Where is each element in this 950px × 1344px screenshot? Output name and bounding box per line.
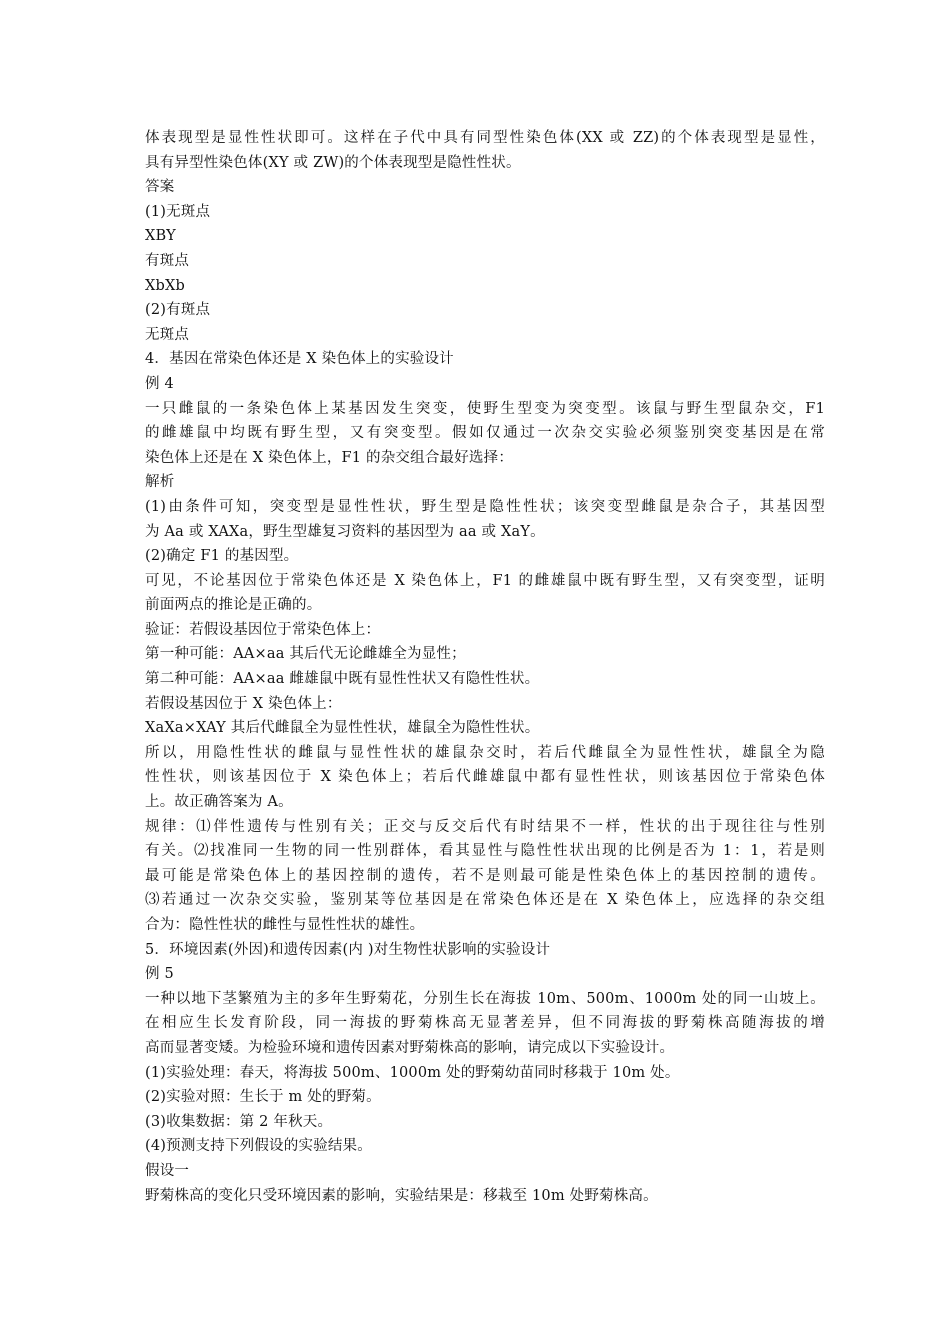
text-line: 有关。⑵找准同一生物的同一性别群体，看其显性与隐性性状出现的比例是否为 1：1，若是则 bbox=[145, 843, 825, 860]
text-line: 第一种可能：AA×aa 其后代无论雌雄全为显性； bbox=[145, 646, 466, 663]
text-line: (2)实验对照：生长于 m 处的野菊。 bbox=[145, 1089, 381, 1106]
text-line: 合为：隐性性状的雌性与显性性状的雄性。 bbox=[145, 917, 425, 933]
text-line: 最可能是常染色体上的基因控制的遗传，若不是则最可能是性染色体上的基因控制的遗传。 bbox=[145, 867, 825, 884]
text-line: 前面两点的推论是正确的。 bbox=[145, 597, 322, 614]
text-line: 一种以地下茎繁殖为主的多年生野菊花，分别生长在海拔 10m、500m、1000m 处的同一山坡上。 bbox=[145, 990, 825, 1007]
text-line: (1)无斑点 bbox=[145, 203, 211, 220]
text-line: XbXb bbox=[145, 277, 186, 294]
text-line: (1)由条件可知，突变型是显性性状，野生型是隐性性状；该突变型雌鼠是杂合子，其基因型 bbox=[145, 498, 825, 515]
text-line: 验证：若假设基因位于常染色体上： bbox=[145, 621, 381, 638]
hypothesis-heading: 假设一 bbox=[145, 1162, 190, 1179]
text-line: 为 Aa 或 XAXa，野生型雄复习资料的基因型为 aa 或 XaY。 bbox=[145, 523, 545, 540]
text-line: 高而显著变矮。为检验环境和遗传因素对野菊株高的影响，请完成以下实验设计。 bbox=[145, 1039, 675, 1056]
document-body bbox=[145, 126, 825, 1208]
text-line: 所以，用隐性性状的雌鼠与显性性状的雄鼠杂交时，若后代雌鼠全为显性性状，雄鼠全为隐 bbox=[145, 744, 825, 761]
text-line: (2)有斑点 bbox=[145, 302, 211, 319]
text-line: 染色体上还是在 X 染色体上，F1 的杂交组合最好选择： bbox=[145, 449, 514, 466]
text-line: 的雌雄鼠中均既有野生型，又有突变型。假如仅通过一次杂交实验必须鉴别突变基因是在常 bbox=[145, 425, 825, 442]
section-heading: 5．环境因素(外因)和遗传因素(内 )对生物性状影响的实验设计 bbox=[145, 941, 551, 958]
text-line: (1)实验处理：春天，将海拔 500m、1000m 处的野菊幼苗同时移栽于 10m 处。 bbox=[145, 1064, 680, 1081]
text-line: 体表现型是显性性状即可。这样在子代中具有同型性染色体(XX 或 ZZ)的个体表现型是显性， bbox=[145, 130, 825, 146]
text-line: 一只雌鼠的一条染色体上某基因发生突变，使野生型变为突变型。该鼠与野生型鼠杂交，F1 bbox=[145, 400, 825, 417]
analysis-heading: 解析 bbox=[145, 474, 175, 491]
text-line: 有斑点 bbox=[145, 252, 190, 269]
example-label: 例 4 bbox=[145, 375, 174, 392]
text-line: 在相应生长发育阶段，同一海拔的野菊株高无显著差异，但不同海拔的野菊株高随海拔的增 bbox=[145, 1015, 825, 1032]
text-line: 规律：⑴伴性遗传与性别有关；正交与反交后代有时结果不一样，性状的出于现往往与性别 bbox=[145, 818, 825, 835]
text-line: XaXa×XAY 其后代雌鼠全为显性性状，雄鼠全为隐性性状。 bbox=[145, 720, 540, 737]
answer-heading: 答案 bbox=[145, 179, 175, 196]
text-line: 若假设基因位于 X 染色体上： bbox=[145, 695, 342, 712]
text-line: 野菊株高的变化只受环境因素的影响，实验结果是：移栽至 10m 处野菊株高。 bbox=[145, 1187, 658, 1204]
text-line: XBY bbox=[145, 228, 176, 245]
text-line: ⑶若通过一次杂交实验，鉴别某等位基因是在常染色体还是在 X 染色体上，应选择的杂交组 bbox=[145, 892, 825, 909]
text-line: 可见，不论基因位于常染色体还是 X 染色体上，F1 的雌雄鼠中既有野生型，又有突变型，证明 bbox=[145, 572, 825, 589]
text-line: 无斑点 bbox=[145, 326, 190, 343]
section-heading: 4．基因在常染色体还是 X 染色体上的实验设计 bbox=[145, 351, 454, 368]
text-line: 上。故正确答案为 A。 bbox=[145, 794, 293, 811]
text-line: (3)收集数据：第 2 年秋天。 bbox=[145, 1113, 333, 1130]
text-line: 性性状，则该基因位于 X 染色体上；若后代雌雄鼠中都有显性性状，则该基因位于常染色体 bbox=[145, 769, 825, 786]
example-label: 例 5 bbox=[145, 966, 174, 983]
text-line: 具有异型性染色体(XY 或 ZW)的个体表现型是隐性性状。 bbox=[145, 154, 521, 171]
text-line: 第二种可能：AA×aa 雌雄鼠中既有显性性状又有隐性性状。 bbox=[145, 671, 540, 688]
text-line: (4)预测支持下列假设的实验结果。 bbox=[145, 1138, 372, 1155]
text-line: (2)确定 F1 的基因型。 bbox=[145, 548, 299, 565]
